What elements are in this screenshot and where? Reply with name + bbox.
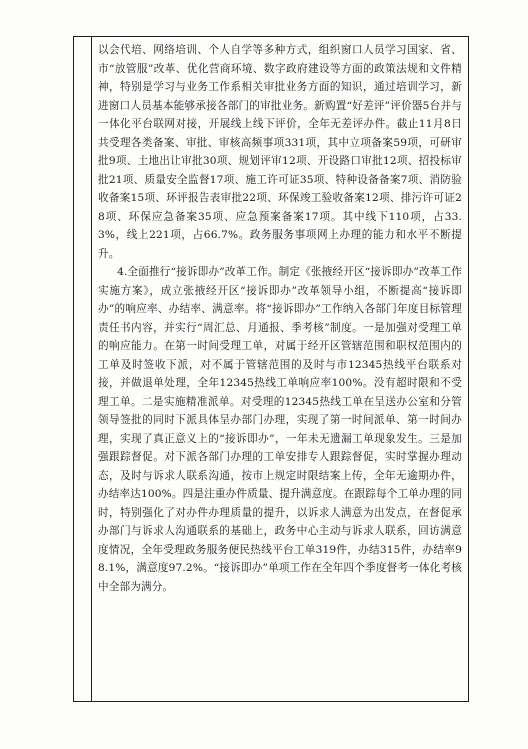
paragraph-complaint-handling-reform: 4.全面推行“接诉即办”改革工作。制定《张掖经开区“接诉即办”改革工作实施方案》，成立张掖经开区“接诉即办”改革领导小组，不断提高“接诉即办”的响应率、办结率、满意率。将“接诉即办”工作纳入各部门年度目标管理责任书内容，并实行“周汇总、月通报、季考核”制度。一是加强对受理工单的响应能力。在第一时间受理工单，对属于经开区管辖范围和职权范围内的工单及时签收下派，对不属于管辖范围的及时与市12345热线平台联系对接，并做退单处理，全年12345热线工单响应率100%。没有超时限和不受理工单。二是实施精准派单。对受理的12345热线工单在呈送办公室和分管领导签批的同时下派具体呈办部门办理，实现了第一时间派单、第一时间办理，实现了真正意义上的“接诉即办”，一年未无遗漏工单现象发生。三是加强跟踪督促。对下派各部门办理的工单安排专人跟踪督促，实时掌握办理动态，及时与诉求人联系沟通，按市上规定时限结案上传，全年无逾期办件，办结率达100%。四是注重办件质量、提升满意度。在跟踪每个工单办理的同时，特别强化了对办件办理质量的提升，以诉求人满意为出发点，在督促承办部门与诉求人沟通联系的基础上，政务中心主动与诉求人联系，回访满意度情况，全年受理政务服务便民热线平台工单319件，办结315件，办结率98.1%，满意度97.2%。“接诉即办”单项工作在全年四个季度督考一体化考核中全部为满分。 <box>98 266 462 593</box>
form-content-cell <box>98 41 462 596</box>
paragraph-staff-training-and-approvals: 以会代培、网络培训、个人自学等多种方式，组织窗口人员学习国家、省、市“放管服”改革、优化营商环境、数字政府建设等方面的政策法规和文件精神，特别是学习与业务工作系相关审批业务方面的知识，通过培训学习，新进窗口人员基本能够承接各部门的审批业务。新购置“好差评”评价器5台并与一体化平台联网对接，开展线上线下评价，全年无差评办件。截止11月8日共受理各类备案、审批、审核高频事项331项，其中立项备案59项，可研审批9项、土地出让审批30项、规划评审12项、开设路口审批12项、招投标审批21项、质量安全监督17项、施工许可证35项、特种设备备案7项、消防验收备案15项、环评报告表审批22项、环保竣工验收备案12项、排污许可证28项、环保应急备案35项、应急预案备案17项。其中线下110项，占33.3%，线上221项，占66.7%。政务服务事项网上办理的能力和水平不断提升。 <box>98 44 462 260</box>
form-table <box>73 36 469 702</box>
form-label-column <box>74 37 92 701</box>
